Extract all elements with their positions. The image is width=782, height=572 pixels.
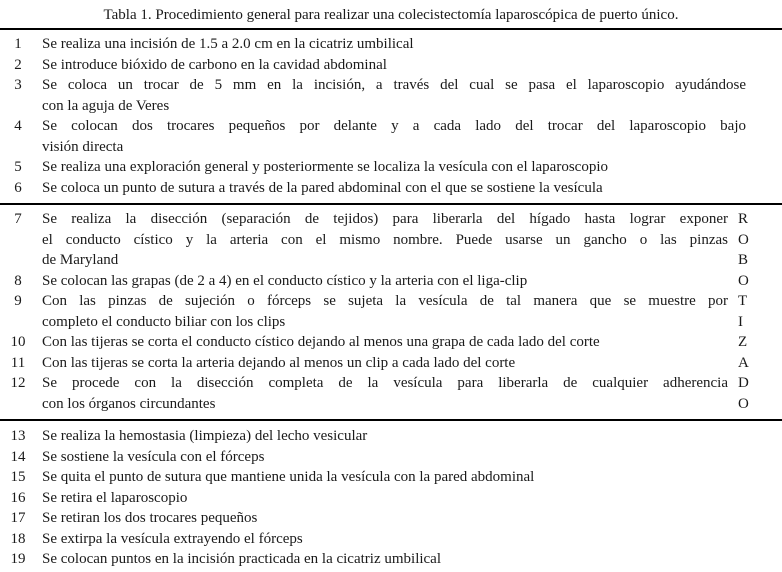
step-text-line: Se realiza la disección (separación de tejidos) para liberarla del hígado hasta lograr exponer	[42, 211, 728, 227]
step-text	[42, 178, 746, 199]
step-text-line: Se colocan dos trocares pequeños por delante y a cada lado del trocar del laparoscopio bajo	[42, 118, 746, 134]
side-word-letter: T	[738, 293, 748, 309]
side-word-letter: O	[738, 395, 749, 412]
step-text-line: Se procede con la disección completa de la vesícula para liberarla de cualquier adherencia	[42, 375, 728, 391]
side-word-letters	[738, 271, 782, 292]
step-number: 15	[10, 469, 26, 485]
step-text-line: Se extirpa la vesícula extrayendo el fórceps	[42, 530, 303, 547]
table-row	[0, 332, 782, 353]
table-row	[0, 373, 782, 414]
step-text	[42, 426, 746, 447]
step-text-line: Con las tijeras se corta la arteria dejando al menos un clip a cada lado del corte	[42, 354, 516, 371]
step-text	[42, 291, 728, 332]
step-text-line: visión directa	[42, 138, 124, 155]
step-number: 14	[10, 448, 26, 465]
step-text-line: el conducto cístico y la arteria con el mismo nombre. Puede usarse un gancho o las pinzas	[42, 231, 728, 248]
side-word-letters	[738, 332, 782, 353]
step-text-line: Se quita el punto de sutura que mantiene unida la vesícula con la pared abdominal	[42, 469, 535, 485]
step-text-line: Se colocan las grapas (de 2 a 4) en el conducto cístico y la arteria con el liga-clip	[42, 272, 528, 289]
side-word-letter: Z	[738, 334, 748, 350]
step-text-line: Se coloca un trocar de 5 mm en la incisión, a través del cual se pasa el laparoscopio ayudándose	[42, 77, 746, 93]
step-number: 7	[14, 211, 22, 227]
table-row	[0, 447, 782, 468]
step-text	[42, 549, 746, 570]
table-row	[0, 508, 782, 529]
step-number: 1	[14, 36, 22, 52]
side-word-letters	[738, 373, 782, 414]
step-number: 13	[10, 428, 26, 444]
side-word-letter: A	[738, 354, 749, 371]
step-text	[42, 209, 728, 271]
step-number: 2	[14, 56, 22, 73]
table-row	[0, 353, 782, 374]
step-number: 5	[14, 159, 22, 175]
step-number: 11	[10, 354, 26, 371]
step-text-line: Se retira el laparoscopio	[42, 489, 188, 506]
step-text	[42, 332, 728, 353]
side-word-letters	[738, 209, 782, 271]
table-row	[0, 157, 782, 178]
table-row	[0, 488, 782, 509]
step-text-line: Se realiza la hemostasia (limpieza) del lecho vesicular	[42, 428, 368, 444]
table-row	[0, 529, 782, 550]
step-number: 18	[10, 530, 26, 547]
table-row	[0, 34, 782, 55]
table-section-robotized	[0, 205, 782, 419]
step-text	[42, 34, 746, 55]
step-text-line: con los órganos circundantes	[42, 395, 216, 412]
step-number: 17	[10, 510, 26, 526]
side-word-letters	[738, 353, 782, 374]
table-section-closing	[0, 421, 782, 570]
step-number: 9	[14, 293, 22, 309]
side-word-letters	[738, 291, 782, 332]
table-caption: Tabla 1. Procedimiento general para realizar una colecistectomía laparoscópica de puerto único.	[0, 0, 782, 30]
table-row	[0, 291, 782, 332]
side-word-letter: I	[738, 313, 743, 330]
step-text-line: Se realiza una exploración general y posteriormente se localiza la vesícula con el laparoscopio	[42, 159, 609, 175]
step-text-line: Se sostiene la vesícula con el fórceps	[42, 448, 265, 465]
table-row	[0, 55, 782, 76]
step-text-line: completo el conducto biliar con los clips	[42, 313, 286, 330]
step-number: 12	[10, 375, 26, 391]
table-row	[0, 467, 782, 488]
step-text-line: Se colocan puntos en la incisión practicada en la cicatriz umbilical	[42, 551, 442, 567]
step-text	[42, 529, 746, 550]
table-row	[0, 549, 782, 570]
step-text	[42, 488, 746, 509]
step-text	[42, 271, 728, 292]
side-word-letter: R	[738, 211, 749, 227]
table-row	[0, 209, 782, 271]
side-word-letter: B	[738, 252, 749, 268]
step-text	[42, 508, 746, 529]
step-text-line: Se introduce bióxido de carbono en la cavidad abdominal	[42, 56, 387, 73]
side-word-letter: O	[738, 272, 749, 289]
table-row	[0, 271, 782, 292]
step-number: 3	[14, 77, 22, 93]
step-text-line: Se retiran los dos trocares pequeños	[42, 510, 258, 526]
step-number: 10	[10, 334, 26, 350]
table-row	[0, 426, 782, 447]
step-text-line: de Maryland	[42, 252, 119, 268]
step-text	[42, 467, 746, 488]
step-text	[42, 55, 746, 76]
side-word-letter: O	[738, 231, 749, 248]
step-text-line: Con las pinzas de sujeción o fórceps se sujeta la vesícula de tal manera que se muestre por	[42, 293, 728, 309]
step-text-line: Se coloca un punto de sutura a través de la pared abdominal con el que se sostiene la vesícula	[42, 179, 603, 196]
step-text	[42, 157, 746, 178]
step-text	[42, 447, 746, 468]
step-number: 4	[14, 118, 22, 134]
step-text	[42, 116, 746, 157]
step-text	[42, 353, 728, 374]
table-section-preparation	[0, 30, 782, 203]
step-number: 8	[14, 272, 22, 289]
step-text	[42, 373, 728, 414]
table-row	[0, 75, 782, 116]
side-word-letter: D	[738, 375, 749, 391]
step-text-line: Con las tijeras se corta el conducto cístico dejando al menos una grapa de cada lado del corte	[42, 334, 600, 350]
step-number: 16	[10, 489, 26, 506]
table-row	[0, 178, 782, 199]
step-number: 6	[14, 179, 22, 196]
step-number: 19	[10, 551, 26, 567]
step-text-line: con la aguja de Veres	[42, 97, 170, 114]
step-text-line: Se realiza una incisión de 1.5 a 2.0 cm en la cicatriz umbilical	[42, 36, 414, 52]
table-row	[0, 116, 782, 157]
step-text	[42, 75, 746, 116]
